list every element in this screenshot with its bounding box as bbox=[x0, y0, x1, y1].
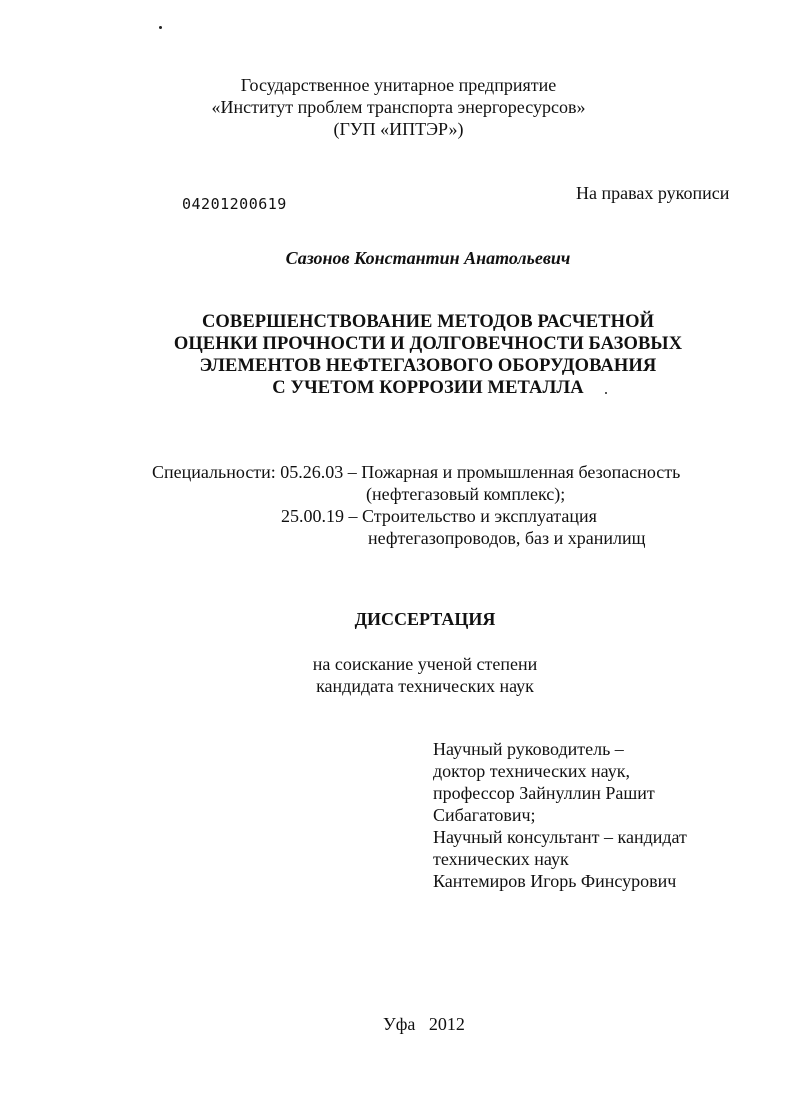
advisor-line: Научный консультант – кандидат bbox=[433, 827, 687, 847]
dissertation-title-line-1: СОВЕРШЕНСТВОВАНИЕ МЕТОДОВ РАСЧЕТНОЙ bbox=[201, 312, 655, 332]
specialty-line-2: (нефтегазовый комплекс); bbox=[366, 484, 566, 504]
dissertation-title-line-4: С УЧЕТОМ КОРРОЗИИ МЕТАЛЛА bbox=[272, 378, 584, 398]
advisor-line: Научный руководитель – bbox=[433, 739, 624, 759]
document-type-heading: ДИССЕРТАЦИЯ bbox=[354, 609, 496, 629]
manuscript-note: На правах рукописи bbox=[576, 183, 730, 203]
organization-name-line-1: Государственное унитарное предприятие bbox=[240, 75, 557, 95]
registry-code: 04201200619 bbox=[182, 195, 287, 213]
organization-name-line-2: «Институт проблем транспорта энергоресурсов» bbox=[211, 97, 586, 117]
organization-abbreviation: (ГУП «ИПТЭР») bbox=[333, 119, 464, 139]
specialty-line-4: нефтегазопроводов, баз и хранилищ bbox=[368, 528, 646, 548]
advisor-line: Кантемиров Игорь Финсурович bbox=[433, 871, 677, 891]
dissertation-title-line-3: ЭЛЕМЕНТОВ НЕФТЕГАЗОВОГО ОБОРУДОВАНИЯ bbox=[199, 356, 657, 376]
specialty-line-1: Специальности: 05.26.03 – Пожарная и промышленная безопасность bbox=[152, 462, 681, 482]
advisor-line: профессор Зайнуллин Рашит bbox=[433, 783, 655, 803]
advisor-line: технических наук bbox=[433, 849, 569, 869]
advisor-line: Сибагатович; bbox=[433, 805, 536, 825]
dissertation-title-line-2: ОЦЕНКИ ПРОЧНОСТИ И ДОЛГОВЕЧНОСТИ БАЗОВЫХ bbox=[173, 334, 683, 354]
city-year: Уфа 2012 bbox=[383, 1014, 465, 1034]
degree-line-1: на соискание ученой степени bbox=[312, 654, 538, 674]
advisor-line: доктор технических наук, bbox=[433, 761, 630, 781]
scan-speck bbox=[159, 26, 162, 29]
specialty-line-3: 25.00.19 – Строительство и эксплуатация bbox=[281, 506, 597, 526]
author-name: Сазонов Константин Анатольевич bbox=[285, 248, 571, 268]
degree-line-2: кандидата технических наук bbox=[316, 676, 534, 696]
